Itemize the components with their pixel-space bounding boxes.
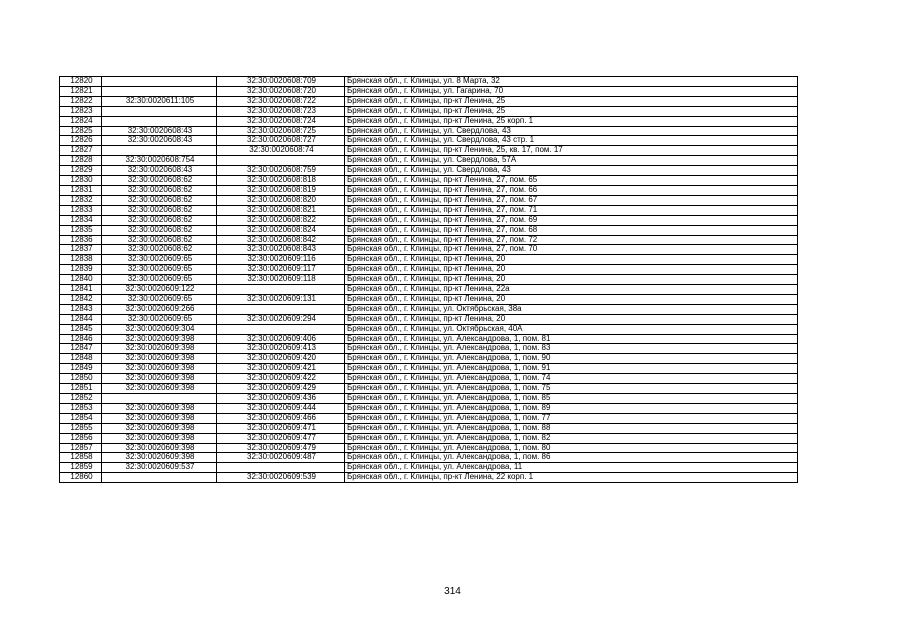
table-row (60, 304, 798, 314)
address-cell: Брянская обл., г. Клинцы, ул. Октябрьская, 38а (345, 304, 798, 314)
row-number-cell: 12822 (60, 96, 102, 106)
address-cell: Брянская обл., г. Клинцы, пр-кт Ленина, 27, пом. 71 (345, 205, 798, 215)
old-cadastral-number-cell: 32:30:0020609:398 (102, 413, 217, 423)
address-cell: Брянская обл., г. Клинцы, пр-кт Ленина, 20 (345, 314, 798, 324)
new-cadastral-number-cell: 32:30:0020609:116 (217, 255, 345, 265)
old-cadastral-number-cell: 32:30:0020608:62 (102, 176, 217, 186)
address-cell: Брянская обл., г. Клинцы, ул. Свердлова, 43 (345, 126, 798, 136)
address-cell: Брянская обл., г. Клинцы, пр-кт Ленина, 27, пом. 65 (345, 176, 798, 186)
table-row (60, 176, 798, 186)
address-cell: Брянская обл., г. Клинцы, пр-кт Ленина, 22а (345, 285, 798, 295)
table-row (60, 374, 798, 384)
address-cell: Брянская обл., г. Клинцы, пр-кт Ленина, 25 корп. 1 (345, 116, 798, 126)
old-cadastral-number-cell: 32:30:0020609:65 (102, 255, 217, 265)
new-cadastral-number-cell: 32:30:0020608:818 (217, 176, 345, 186)
row-number-cell: 12849 (60, 364, 102, 374)
row-number-cell: 12840 (60, 275, 102, 285)
old-cadastral-number-cell: 32:30:0020609:398 (102, 403, 217, 413)
new-cadastral-number-cell: 32:30:0020609:420 (217, 354, 345, 364)
table-row (60, 453, 798, 463)
new-cadastral-number-cell: 32:30:0020608:720 (217, 86, 345, 96)
old-cadastral-number-cell: 32:30:0020609:398 (102, 443, 217, 453)
table-row (60, 314, 798, 324)
row-number-cell: 12823 (60, 106, 102, 116)
address-cell: Брянская обл., г. Клинцы, пр-кт Ленина, 22 корп. 1 (345, 473, 798, 483)
old-cadastral-number-cell: 32:30:0020609:266 (102, 304, 217, 314)
new-cadastral-number-cell (217, 285, 345, 295)
old-cadastral-number-cell: 32:30:0020609:398 (102, 384, 217, 394)
old-cadastral-number-cell (102, 106, 217, 116)
new-cadastral-number-cell: 32:30:0020608:759 (217, 166, 345, 176)
new-cadastral-number-cell (217, 156, 345, 166)
row-number-cell: 12831 (60, 185, 102, 195)
table-row (60, 285, 798, 295)
new-cadastral-number-cell (217, 304, 345, 314)
new-cadastral-number-cell: 32:30:0020609:487 (217, 453, 345, 463)
row-number-cell: 12829 (60, 166, 102, 176)
row-number-cell: 12850 (60, 374, 102, 384)
table-row (60, 364, 798, 374)
address-cell: Брянская обл., г. Клинцы, пр-кт Ленина, 27, пом. 67 (345, 195, 798, 205)
new-cadastral-number-cell: 32:30:0020609:294 (217, 314, 345, 324)
table-row (60, 106, 798, 116)
table-row (60, 235, 798, 245)
page-number: 314 (444, 586, 461, 597)
table-row (60, 324, 798, 334)
old-cadastral-number-cell: 32:30:0020608:62 (102, 215, 217, 225)
address-cell: Брянская обл., г. Клинцы, ул. Александрова, 11 (345, 463, 798, 473)
old-cadastral-number-cell: 32:30:0020609:65 (102, 294, 217, 304)
address-cell: Брянская обл., г. Клинцы, пр-кт Ленина, 27, пом. 72 (345, 235, 798, 245)
row-number-cell: 12837 (60, 245, 102, 255)
table-row (60, 195, 798, 205)
address-cell: Брянская обл., г. Клинцы, пр-кт Ленина, 20 (345, 265, 798, 275)
address-cell: Брянская обл., г. Клинцы, ул. Александрова, 1, пом. 86 (345, 453, 798, 463)
new-cadastral-number-cell: 32:30:0020609:406 (217, 334, 345, 344)
table-row (60, 116, 798, 126)
old-cadastral-number-cell: 32:30:0020608:62 (102, 225, 217, 235)
new-cadastral-number-cell: 32:30:0020609:539 (217, 473, 345, 483)
row-number-cell: 12841 (60, 285, 102, 295)
table-row (60, 215, 798, 225)
row-number-cell: 12845 (60, 324, 102, 334)
table-row (60, 275, 798, 285)
table-row (60, 185, 798, 195)
row-number-cell: 12846 (60, 334, 102, 344)
row-number-cell: 12832 (60, 195, 102, 205)
new-cadastral-number-cell (217, 463, 345, 473)
address-cell: Брянская обл., г. Клинцы, пр-кт Ленина, 20 (345, 275, 798, 285)
new-cadastral-number-cell: 32:30:0020608:723 (217, 106, 345, 116)
new-cadastral-number-cell: 32:30:0020609:477 (217, 433, 345, 443)
table-row (60, 156, 798, 166)
row-number-cell: 12843 (60, 304, 102, 314)
old-cadastral-number-cell: 32:30:0020608:62 (102, 245, 217, 255)
new-cadastral-number-cell: 32:30:0020608:824 (217, 225, 345, 235)
new-cadastral-number-cell: 32:30:0020608:842 (217, 235, 345, 245)
old-cadastral-number-cell: 32:30:0020608:43 (102, 166, 217, 176)
address-cell: Брянская обл., г. Клинцы, пр-кт Ленина, 27, пом. 70 (345, 245, 798, 255)
table-row (60, 294, 798, 304)
table-row (60, 344, 798, 354)
old-cadastral-number-cell: 32:30:0020608:62 (102, 185, 217, 195)
table-row (60, 443, 798, 453)
new-cadastral-number-cell: 32:30:0020608:722 (217, 96, 345, 106)
new-cadastral-number-cell: 32:30:0020608:709 (217, 77, 345, 87)
address-cell: Брянская обл., г. Клинцы, пр-кт Ленина, 25, кв. 17, пом. 17 (345, 146, 798, 156)
table-row (60, 394, 798, 404)
row-number-cell: 12855 (60, 423, 102, 433)
old-cadastral-number-cell: 32:30:0020609:65 (102, 314, 217, 324)
cadastral-register-table (59, 76, 798, 483)
old-cadastral-number-cell (102, 394, 217, 404)
row-number-cell: 12820 (60, 77, 102, 87)
new-cadastral-number-cell: 32:30:0020609:422 (217, 374, 345, 384)
old-cadastral-number-cell: 32:30:0020609:398 (102, 354, 217, 364)
address-cell: Брянская обл., г. Клинцы, ул. Александрова, 1, пом. 82 (345, 433, 798, 443)
row-number-cell: 12838 (60, 255, 102, 265)
address-cell: Брянская обл., г. Клинцы, пр-кт Ленина, 20 (345, 255, 798, 265)
new-cadastral-number-cell: 32:30:0020609:131 (217, 294, 345, 304)
new-cadastral-number-cell: 32:30:0020609:413 (217, 344, 345, 354)
table-row (60, 354, 798, 364)
old-cadastral-number-cell: 32:30:0020609:398 (102, 453, 217, 463)
new-cadastral-number-cell: 32:30:0020608:843 (217, 245, 345, 255)
table-row (60, 245, 798, 255)
new-cadastral-number-cell: 32:30:0020609:466 (217, 413, 345, 423)
table-row (60, 384, 798, 394)
new-cadastral-number-cell: 32:30:0020608:820 (217, 195, 345, 205)
row-number-cell: 12835 (60, 225, 102, 235)
new-cadastral-number-cell: 32:30:0020609:118 (217, 275, 345, 285)
new-cadastral-number-cell: 32:30:0020609:471 (217, 423, 345, 433)
row-number-cell: 12859 (60, 463, 102, 473)
old-cadastral-number-cell: 32:30:0020609:398 (102, 344, 217, 354)
table-row (60, 225, 798, 235)
old-cadastral-number-cell (102, 86, 217, 96)
address-cell: Брянская обл., г. Клинцы, ул. Александрова, 1, пом. 77 (345, 413, 798, 423)
old-cadastral-number-cell (102, 116, 217, 126)
table-row (60, 265, 798, 275)
address-cell: Брянская обл., г. Клинцы, ул. Александрова, 1, пом. 88 (345, 423, 798, 433)
row-number-cell: 12848 (60, 354, 102, 364)
old-cadastral-number-cell: 32:30:0020611:105 (102, 96, 217, 106)
row-number-cell: 12824 (60, 116, 102, 126)
old-cadastral-number-cell: 32:30:0020609:398 (102, 423, 217, 433)
table-row (60, 146, 798, 156)
row-number-cell: 12830 (60, 176, 102, 186)
row-number-cell: 12825 (60, 126, 102, 136)
row-number-cell: 12827 (60, 146, 102, 156)
table-row (60, 166, 798, 176)
table-row (60, 473, 798, 483)
new-cadastral-number-cell: 32:30:0020608:819 (217, 185, 345, 195)
address-cell: Брянская обл., г. Клинцы, ул. 8 Марта, 32 (345, 77, 798, 87)
old-cadastral-number-cell: 32:30:0020608:754 (102, 156, 217, 166)
row-number-cell: 12854 (60, 413, 102, 423)
address-cell: Брянская обл., г. Клинцы, пр-кт Ленина, 20 (345, 294, 798, 304)
address-cell: Брянская обл., г. Клинцы, ул. Александрова, 1, пом. 80 (345, 443, 798, 453)
row-number-cell: 12833 (60, 205, 102, 215)
row-number-cell: 12828 (60, 156, 102, 166)
old-cadastral-number-cell: 32:30:0020608:43 (102, 126, 217, 136)
row-number-cell: 12839 (60, 265, 102, 275)
table-row (60, 126, 798, 136)
row-number-cell: 12844 (60, 314, 102, 324)
new-cadastral-number-cell: 32:30:0020609:421 (217, 364, 345, 374)
old-cadastral-number-cell: 32:30:0020609:65 (102, 275, 217, 285)
row-number-cell: 12842 (60, 294, 102, 304)
address-cell: Брянская обл., г. Клинцы, ул. Александрова, 1, пом. 81 (345, 334, 798, 344)
address-cell: Брянская обл., г. Клинцы, ул. Свердлова, 57А (345, 156, 798, 166)
new-cadastral-number-cell: 32:30:0020609:479 (217, 443, 345, 453)
old-cadastral-number-cell: 32:30:0020608:43 (102, 136, 217, 146)
old-cadastral-number-cell: 32:30:0020608:62 (102, 205, 217, 215)
row-number-cell: 12826 (60, 136, 102, 146)
table-row (60, 334, 798, 344)
address-cell: Брянская обл., г. Клинцы, ул. Александрова, 1, пом. 91 (345, 364, 798, 374)
address-cell: Брянская обл., г. Клинцы, ул. Октябрьская, 40А (345, 324, 798, 334)
address-cell: Брянская обл., г. Клинцы, ул. Александрова, 1, пом. 74 (345, 374, 798, 384)
old-cadastral-number-cell: 32:30:0020609:537 (102, 463, 217, 473)
old-cadastral-number-cell: 32:30:0020609:398 (102, 364, 217, 374)
row-number-cell: 12847 (60, 344, 102, 354)
old-cadastral-number-cell: 32:30:0020609:398 (102, 374, 217, 384)
table-row (60, 136, 798, 146)
table-row (60, 413, 798, 423)
table-row (60, 77, 798, 87)
new-cadastral-number-cell: 32:30:0020608:725 (217, 126, 345, 136)
row-number-cell: 12836 (60, 235, 102, 245)
new-cadastral-number-cell: 32:30:0020609:117 (217, 265, 345, 275)
address-cell: Брянская обл., г. Клинцы, пр-кт Ленина, 25 (345, 96, 798, 106)
row-number-cell: 12856 (60, 433, 102, 443)
row-number-cell: 12852 (60, 394, 102, 404)
old-cadastral-number-cell (102, 77, 217, 87)
new-cadastral-number-cell (217, 324, 345, 334)
address-cell: Брянская обл., г. Клинцы, ул. Александрова, 1, пом. 90 (345, 354, 798, 364)
row-number-cell: 12860 (60, 473, 102, 483)
old-cadastral-number-cell (102, 146, 217, 156)
new-cadastral-number-cell: 32:30:0020608:724 (217, 116, 345, 126)
new-cadastral-number-cell: 32:30:0020609:444 (217, 403, 345, 413)
old-cadastral-number-cell: 32:30:0020609:122 (102, 285, 217, 295)
new-cadastral-number-cell: 32:30:0020608:821 (217, 205, 345, 215)
row-number-cell: 12858 (60, 453, 102, 463)
old-cadastral-number-cell: 32:30:0020609:398 (102, 334, 217, 344)
table-body (60, 77, 798, 483)
table-row (60, 463, 798, 473)
address-cell: Брянская обл., г. Клинцы, пр-кт Ленина, 27, пом. 68 (345, 225, 798, 235)
new-cadastral-number-cell: 32:30:0020609:429 (217, 384, 345, 394)
address-cell: Брянская обл., г. Клинцы, пр-кт Ленина, 27, пом. 69 (345, 215, 798, 225)
new-cadastral-number-cell: 32:30:0020608:822 (217, 215, 345, 225)
old-cadastral-number-cell: 32:30:0020609:304 (102, 324, 217, 334)
address-cell: Брянская обл., г. Клинцы, пр-кт Ленина, 25 (345, 106, 798, 116)
address-cell: Брянская обл., г. Клинцы, ул. Александрова, 1, пом. 83 (345, 344, 798, 354)
old-cadastral-number-cell: 32:30:0020609:65 (102, 265, 217, 275)
old-cadastral-number-cell: 32:30:0020609:398 (102, 433, 217, 443)
new-cadastral-number-cell: 32:30:0020608:74 (217, 146, 345, 156)
row-number-cell: 12834 (60, 215, 102, 225)
row-number-cell: 12857 (60, 443, 102, 453)
old-cadastral-number-cell: 32:30:0020608:62 (102, 195, 217, 205)
old-cadastral-number-cell: 32:30:0020608:62 (102, 235, 217, 245)
new-cadastral-number-cell: 32:30:0020609:436 (217, 394, 345, 404)
old-cadastral-number-cell (102, 473, 217, 483)
table-row (60, 433, 798, 443)
address-cell: Брянская обл., г. Клинцы, пр-кт Ленина, 27, пом. 66 (345, 185, 798, 195)
address-cell: Брянская обл., г. Клинцы, ул. Свердлова, 43 (345, 166, 798, 176)
address-cell: Брянская обл., г. Клинцы, ул. Гагарина, 70 (345, 86, 798, 96)
row-number-cell: 12851 (60, 384, 102, 394)
address-cell: Брянская обл., г. Клинцы, ул. Александрова, 1, пом. 75 (345, 384, 798, 394)
table-row (60, 205, 798, 215)
new-cadastral-number-cell: 32:30:0020608:727 (217, 136, 345, 146)
address-cell: Брянская обл., г. Клинцы, ул. Александрова, 1, пом. 89 (345, 403, 798, 413)
address-cell: Брянская обл., г. Клинцы, ул. Александрова, 1, пом. 85 (345, 394, 798, 404)
table-row (60, 86, 798, 96)
row-number-cell: 12821 (60, 86, 102, 96)
table-row (60, 423, 798, 433)
row-number-cell: 12853 (60, 403, 102, 413)
table-row (60, 255, 798, 265)
table-row (60, 96, 798, 106)
address-cell: Брянская обл., г. Клинцы, ул. Свердлова, 43 стр. 1 (345, 136, 798, 146)
table-row (60, 403, 798, 413)
